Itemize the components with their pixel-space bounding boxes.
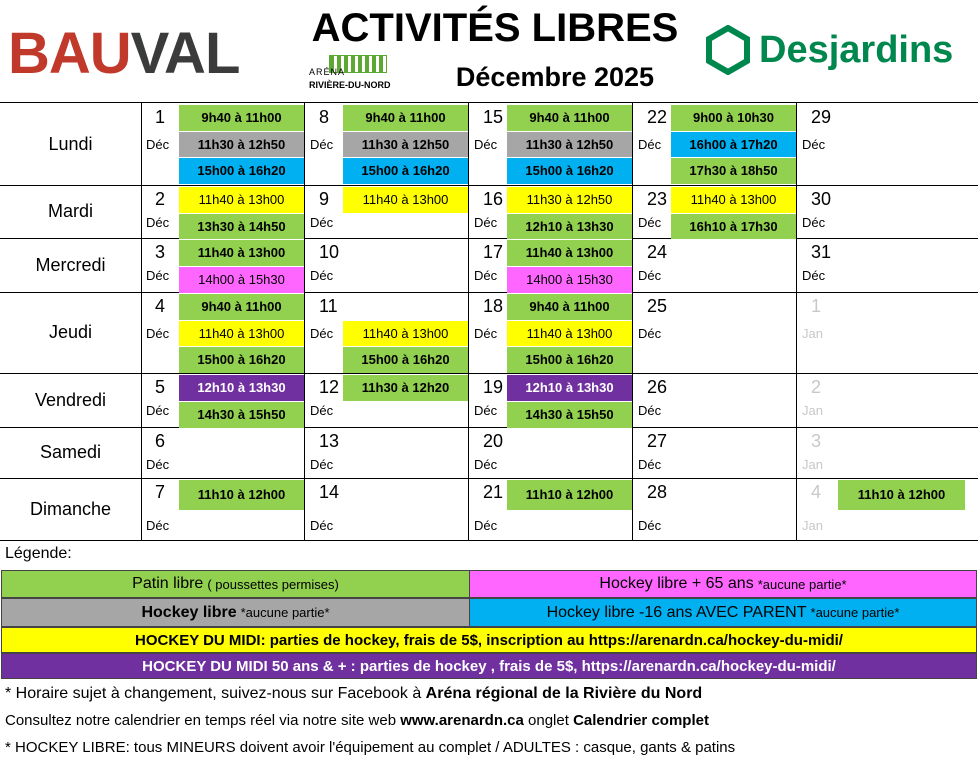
header xyxy=(0,0,978,102)
day-cell xyxy=(797,103,965,185)
day-cell xyxy=(633,185,797,238)
date-month: Déc xyxy=(638,215,662,230)
legend-patin-libre xyxy=(1,570,470,598)
date-number: 3 xyxy=(155,242,166,262)
time-slot: 9h00 à 10h30 xyxy=(671,105,796,131)
date-number: 17 xyxy=(483,242,504,262)
date-number: 8 xyxy=(319,107,330,127)
legend-title: Légende: xyxy=(5,545,72,562)
date-number: 10 xyxy=(319,242,340,262)
day-cell xyxy=(305,185,469,238)
date-month: Déc xyxy=(310,326,334,341)
day-cell xyxy=(797,238,965,292)
date-number: 12 xyxy=(319,377,340,397)
day-name: Lundi xyxy=(0,103,142,185)
date-number: 9 xyxy=(319,189,330,209)
arena-logo xyxy=(305,55,395,95)
date-month: Déc xyxy=(474,137,498,152)
day-cell xyxy=(633,238,797,292)
date-number: 6 xyxy=(155,431,166,451)
date-month: Déc xyxy=(638,457,662,472)
day-cell xyxy=(305,292,469,373)
date-number: 22 xyxy=(647,107,668,127)
date-month: Déc xyxy=(310,518,334,533)
date-month: Déc xyxy=(638,403,662,418)
legend-midi50-label: HOCKEY DU MIDI 50 ans & + : parties de hockey , frais de 5$, https://arenardn.ca/hockey-du-midi/ xyxy=(142,657,836,675)
date-month: Déc xyxy=(474,403,498,418)
date-month: Déc xyxy=(638,518,662,533)
footer-note-1: * Horaire sujet à changement, suivez-nous sur Facebook à Aréna régional de la Rivière du Nord xyxy=(5,685,703,702)
day-cell xyxy=(633,292,797,373)
legend-hockey65-note: *aucune partie* xyxy=(757,576,847,592)
time-slot: 16h00 à 17h20 xyxy=(671,132,796,158)
time-slot: 11h40 à 13h00 xyxy=(343,187,468,213)
day-cell xyxy=(469,292,633,373)
date-number: 19 xyxy=(483,377,504,397)
day-cell xyxy=(141,292,305,373)
date-month: Déc xyxy=(310,268,334,283)
day-name: Jeudi xyxy=(0,292,142,373)
date-month: Déc xyxy=(474,215,498,230)
page-title: ACTIVITÉS LIBRES xyxy=(311,6,679,50)
date-number: 7 xyxy=(155,482,166,502)
date-month: Déc xyxy=(310,457,334,472)
time-slot: 14h00 à 15h30 xyxy=(507,267,632,293)
time-slot: 11h10 à 12h00 xyxy=(507,480,632,510)
time-slot: 12h10 à 13h30 xyxy=(507,214,632,240)
day-cell xyxy=(469,185,633,238)
time-slot: 13h30 à 14h50 xyxy=(179,214,304,240)
legend-hockey-16 xyxy=(469,598,977,627)
date-number: 27 xyxy=(647,431,668,451)
date-number: 2 xyxy=(155,189,166,209)
date-number: 18 xyxy=(483,296,504,316)
day-cell xyxy=(305,478,469,540)
time-slot: 15h00 à 16h20 xyxy=(343,347,468,373)
day-name: Mardi xyxy=(0,185,142,238)
date-month: Déc xyxy=(146,137,170,152)
day-cell xyxy=(797,478,965,540)
date-month: Déc xyxy=(146,326,170,341)
date-month: Déc xyxy=(638,137,662,152)
legend-hockey-65 xyxy=(469,570,977,598)
date-month: Déc xyxy=(146,457,170,472)
day-cell xyxy=(469,103,633,185)
date-number: 4 xyxy=(811,482,822,502)
day-cell xyxy=(141,478,305,540)
time-slot: 11h40 à 13h00 xyxy=(671,187,796,213)
date-month: Jan xyxy=(802,457,823,472)
date-number: 16 xyxy=(483,189,504,209)
time-slot: 14h30 à 15h50 xyxy=(179,402,304,428)
day-cell xyxy=(305,427,469,478)
time-slot: 11h40 à 13h00 xyxy=(179,240,304,266)
day-cell xyxy=(141,427,305,478)
date-number: 1 xyxy=(811,296,822,316)
date-month: Jan xyxy=(802,403,823,418)
time-slot: 9h40 à 11h00 xyxy=(507,294,632,320)
date-number: 14 xyxy=(319,482,340,502)
time-slot: 9h40 à 11h00 xyxy=(343,105,468,131)
time-slot: 11h40 à 13h00 xyxy=(179,321,304,347)
legend-hockey65-label: Hockey libre + 65 ans xyxy=(599,575,754,592)
time-slot: 14h00 à 15h30 xyxy=(179,267,304,293)
time-slot: 15h00 à 16h20 xyxy=(507,347,632,373)
date-month: Déc xyxy=(310,215,334,230)
date-number: 24 xyxy=(647,242,668,262)
arena-logo-line1: ARÉNA xyxy=(309,67,346,77)
date-month: Déc xyxy=(474,457,498,472)
desjardins-wordmark: Desjardins xyxy=(759,28,954,71)
date-month: Déc xyxy=(146,518,170,533)
date-number: 13 xyxy=(319,431,340,451)
time-slot: 11h40 à 13h00 xyxy=(507,321,632,347)
day-row xyxy=(0,373,978,428)
time-slot: 9h40 à 11h00 xyxy=(179,105,304,131)
date-number: 11 xyxy=(319,296,338,316)
date-number: 20 xyxy=(483,431,504,451)
day-cell xyxy=(469,373,633,427)
day-cell xyxy=(633,373,797,427)
date-month: Déc xyxy=(802,268,826,283)
day-cell xyxy=(141,238,305,292)
day-row xyxy=(0,427,978,479)
date-month: Jan xyxy=(802,326,823,341)
legend-midi-label: HOCKEY DU MIDI: parties de hockey, frais de 5$, inscription au https://arenardn.ca/hockey-du-midi/ xyxy=(135,631,843,649)
legend-hockey16-note: *aucune partie* xyxy=(810,605,900,620)
page-subtitle: Décembre 2025 xyxy=(455,62,655,92)
time-slot: 15h00 à 16h20 xyxy=(343,158,468,184)
date-month: Déc xyxy=(474,268,498,283)
date-month: Déc xyxy=(474,518,498,533)
date-number: 28 xyxy=(647,482,668,502)
date-number: 2 xyxy=(811,377,822,397)
time-slot: 11h30 à 12h50 xyxy=(507,187,632,213)
day-cell xyxy=(469,427,633,478)
time-slot: 11h10 à 12h00 xyxy=(838,480,965,510)
day-cell xyxy=(141,185,305,238)
time-slot: 11h40 à 13h00 xyxy=(507,240,632,266)
footer-note-3: * HOCKEY LIBRE: tous MINEURS doivent avoir l'équipement au complet / ADULTES : casque, gants & patins xyxy=(5,739,736,756)
legend-patin-label: Patin libre xyxy=(132,575,204,592)
day-row xyxy=(0,185,978,239)
time-slot: 11h40 à 13h00 xyxy=(179,187,304,213)
date-month: Jan xyxy=(802,518,823,533)
date-number: 5 xyxy=(155,377,166,397)
date-number: 4 xyxy=(155,296,166,316)
date-number: 31 xyxy=(811,242,832,262)
day-row xyxy=(0,238,978,293)
date-month: Déc xyxy=(474,326,498,341)
day-name: Mercredi xyxy=(0,238,142,292)
date-number: 21 xyxy=(483,482,504,502)
arena-logo-line2: RIVIÈRE-DU-NORD xyxy=(309,80,391,90)
time-slot: 16h10 à 17h30 xyxy=(671,214,796,240)
day-cell xyxy=(305,373,469,427)
time-slot: 12h10 à 13h30 xyxy=(507,375,632,401)
day-cell xyxy=(797,427,965,478)
day-row xyxy=(0,478,978,540)
day-cell xyxy=(633,478,797,540)
legend-patin-note: ( poussettes permises) xyxy=(207,576,339,592)
time-slot: 11h30 à 12h50 xyxy=(343,132,468,158)
day-cell xyxy=(469,478,633,540)
date-month: Déc xyxy=(802,215,826,230)
day-cell xyxy=(797,292,965,373)
day-name: Samedi xyxy=(0,427,142,478)
time-slot: 17h30 à 18h50 xyxy=(671,158,796,184)
time-slot: 15h00 à 16h20 xyxy=(179,158,304,184)
date-number: 29 xyxy=(811,107,832,127)
date-month: Déc xyxy=(146,403,170,418)
legend-hockey-midi xyxy=(1,627,977,653)
desjardins-hexagon-icon xyxy=(705,25,751,75)
time-slot: 11h10 à 12h00 xyxy=(179,480,304,510)
bauval-logo: BAUVAL xyxy=(8,21,240,86)
date-month: Déc xyxy=(802,137,826,152)
day-name: Dimanche xyxy=(0,478,142,540)
desjardins-logo xyxy=(705,22,953,78)
legend-hockey-note: *aucune partie* xyxy=(240,605,330,620)
date-number: 30 xyxy=(811,189,832,209)
time-slot: 15h00 à 16h20 xyxy=(179,347,304,373)
legend-hockey16-label: Hockey libre -16 ans AVEC PARENT xyxy=(546,603,807,621)
time-slot: 11h40 à 13h00 xyxy=(343,321,468,347)
date-month: Déc xyxy=(146,215,170,230)
day-cell xyxy=(305,238,469,292)
day-row xyxy=(0,292,978,374)
date-number: 3 xyxy=(811,431,822,451)
date-month: Déc xyxy=(310,403,334,418)
schedule-grid xyxy=(0,102,978,541)
time-slot: 9h40 à 11h00 xyxy=(507,105,632,131)
day-cell xyxy=(141,373,305,427)
day-cell xyxy=(633,427,797,478)
date-number: 26 xyxy=(647,377,668,397)
day-cell xyxy=(797,373,965,427)
time-slot: 9h40 à 11h00 xyxy=(179,294,304,320)
day-cell xyxy=(305,103,469,185)
time-slot: 14h30 à 15h50 xyxy=(507,402,632,428)
day-cell xyxy=(797,185,965,238)
time-slot: 11h30 à 12h20 xyxy=(343,375,468,401)
legend-hockey-libre xyxy=(1,598,470,627)
time-slot: 15h00 à 16h20 xyxy=(507,158,632,184)
time-slot: 11h30 à 12h50 xyxy=(507,132,632,158)
date-month: Déc xyxy=(146,268,170,283)
date-number: 1 xyxy=(155,107,166,127)
legend-hockey-label: Hockey libre xyxy=(141,603,237,621)
day-cell xyxy=(633,103,797,185)
legend-hockey-midi-50 xyxy=(1,653,977,679)
footer-note-2: Consultez notre calendrier en temps réel via notre site web www.arenardn.ca onglet Calendrier complet xyxy=(5,712,709,729)
date-number: 23 xyxy=(647,189,668,209)
day-cell xyxy=(469,238,633,292)
date-month: Déc xyxy=(310,137,334,152)
date-number: 25 xyxy=(647,296,668,316)
day-cell xyxy=(141,103,305,185)
time-slot: 11h30 à 12h50 xyxy=(179,132,304,158)
time-slot: 12h10 à 13h30 xyxy=(179,375,304,401)
date-number: 15 xyxy=(483,107,504,127)
date-month: Déc xyxy=(638,268,662,283)
day-name: Vendredi xyxy=(0,373,142,427)
date-month: Déc xyxy=(638,326,662,341)
day-row xyxy=(0,103,978,186)
